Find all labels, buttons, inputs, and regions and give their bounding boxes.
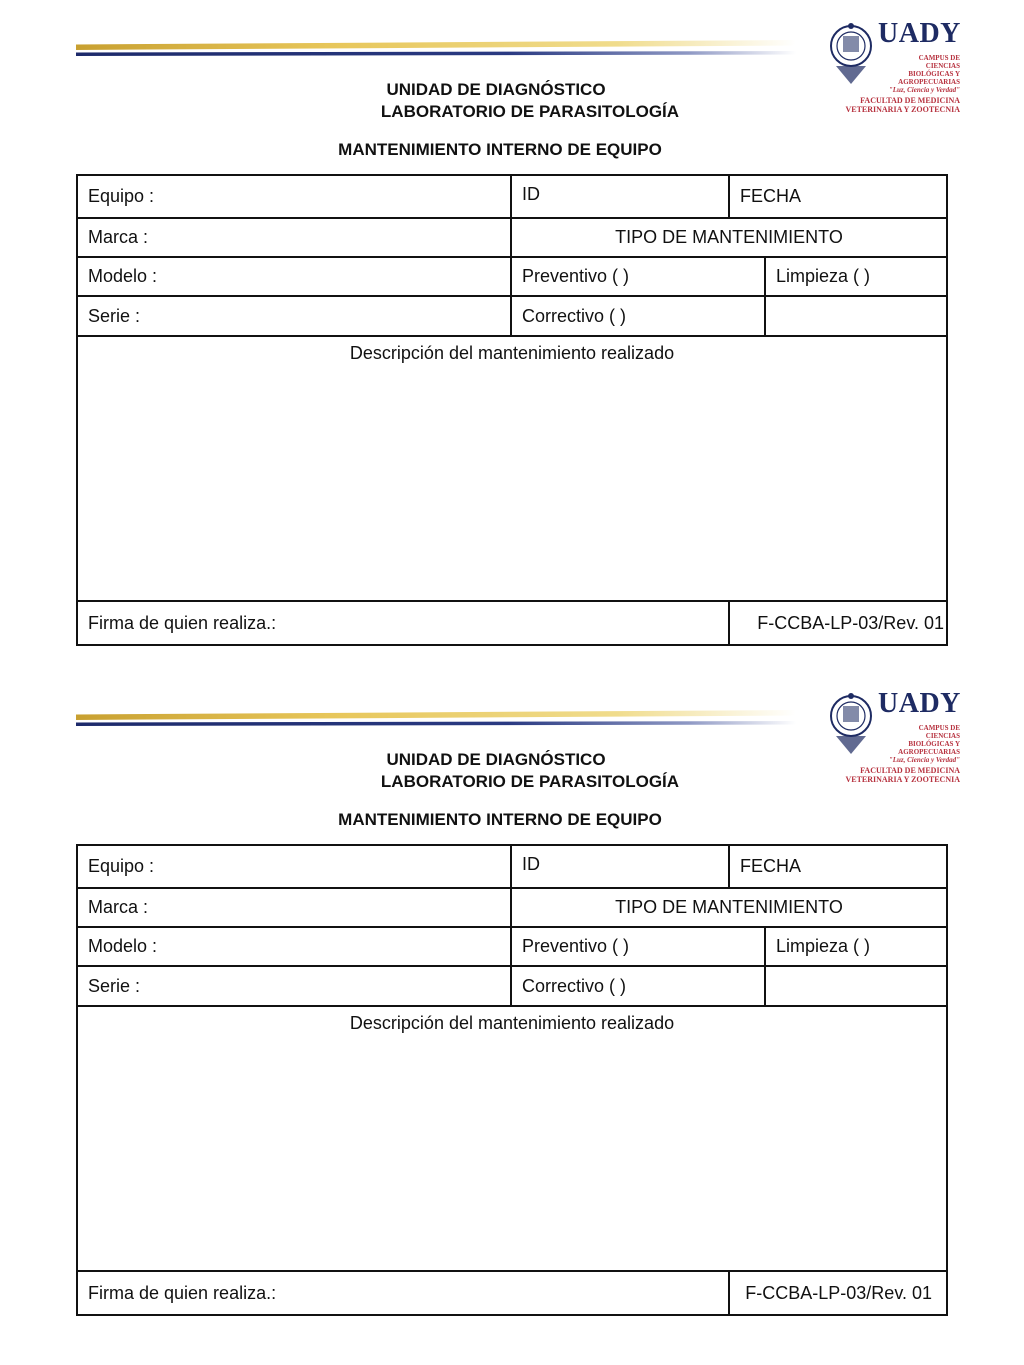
- fecha-field[interactable]: FECHA: [729, 175, 947, 218]
- preventivo-checkbox[interactable]: Preventivo ( ): [511, 257, 765, 296]
- logo-faculty-text: FACULTAD DE MEDICINA VETERINARIA Y ZOOTECNIA: [845, 766, 960, 784]
- id-field[interactable]: ID: [511, 175, 729, 218]
- header-lab: LABORATORIO DE PARASITOLOGÍA: [380, 772, 680, 791]
- tipo-mantenimiento-label: TIPO DE MANTENIMIENTO: [511, 218, 947, 257]
- form-header: [300, 749, 720, 793]
- form-code: F-CCBA-LP-03/Rev. 01: [729, 1271, 947, 1315]
- limpieza-checkbox[interactable]: Limpieza ( ): [765, 927, 947, 966]
- uady-logo: [828, 688, 968, 788]
- logo-wordmark: UADY: [878, 688, 961, 719]
- tipo-mantenimiento-label: TIPO DE MANTENIMIENTO: [511, 888, 947, 927]
- marca-field[interactable]: Marca :: [77, 888, 511, 927]
- uady-logo: [828, 18, 968, 118]
- modelo-field[interactable]: Modelo :: [77, 257, 511, 296]
- correctivo-checkbox[interactable]: Correctivo ( ): [511, 296, 765, 336]
- university-seal-icon: [828, 692, 874, 756]
- header-unit: UNIDAD DE DIAGNÓSTICO: [386, 80, 606, 99]
- equipo-field[interactable]: Equipo :: [77, 175, 511, 218]
- preventivo-checkbox[interactable]: Preventivo ( ): [511, 927, 765, 966]
- logo-wordmark: UADY: [878, 18, 961, 49]
- form-code: F-CCBA-LP-03/Rev. 01: [729, 601, 947, 645]
- logo-campus-text: CAMPUS DE CIENCIAS BIOLÓGICAS Y AGROPECUARIAS "Luz, Ciencia y Verdad": [888, 54, 960, 94]
- signature-field[interactable]: Firma de quien realiza.:: [77, 1271, 729, 1315]
- marca-field[interactable]: Marca :: [77, 218, 511, 257]
- modelo-field[interactable]: Modelo :: [77, 927, 511, 966]
- serie-field[interactable]: Serie :: [77, 966, 511, 1006]
- equipment-table: [76, 174, 948, 646]
- serie-field[interactable]: Serie :: [77, 296, 511, 336]
- equipment-table: [76, 844, 948, 1316]
- header-unit: UNIDAD DE DIAGNÓSTICO: [386, 750, 606, 769]
- description-title: Descripción del mantenimiento realizado: [349, 343, 675, 363]
- maintenance-form-2: [0, 670, 1024, 1340]
- fecha-field[interactable]: FECHA: [729, 845, 947, 888]
- description-area[interactable]: [77, 336, 947, 601]
- logo-campus-text: CAMPUS DE CIENCIAS BIOLÓGICAS Y AGROPECUARIAS "Luz, Ciencia y Verdad": [888, 724, 960, 764]
- form-header: [300, 79, 720, 123]
- description-title: Descripción del mantenimiento realizado: [349, 1013, 675, 1033]
- id-field[interactable]: ID: [511, 845, 729, 888]
- description-area[interactable]: [77, 1006, 947, 1271]
- equipo-field[interactable]: Equipo :: [77, 845, 511, 888]
- maintenance-form-1: [0, 0, 1024, 670]
- header-lab: LABORATORIO DE PARASITOLOGÍA: [380, 102, 680, 121]
- correctivo-checkbox[interactable]: Correctivo ( ): [511, 966, 765, 1006]
- signature-field[interactable]: Firma de quien realiza.:: [77, 601, 729, 645]
- empty-cell: [765, 296, 947, 336]
- form-subheader: MANTENIMIENTO INTERNO DE EQUIPO: [338, 810, 662, 829]
- form-subheader: MANTENIMIENTO INTERNO DE EQUIPO: [338, 140, 662, 159]
- university-seal-icon: [828, 22, 874, 86]
- limpieza-checkbox[interactable]: Limpieza ( ): [765, 257, 947, 296]
- empty-cell: [765, 966, 947, 1006]
- logo-faculty-text: FACULTAD DE MEDICINA VETERINARIA Y ZOOTECNIA: [845, 96, 960, 114]
